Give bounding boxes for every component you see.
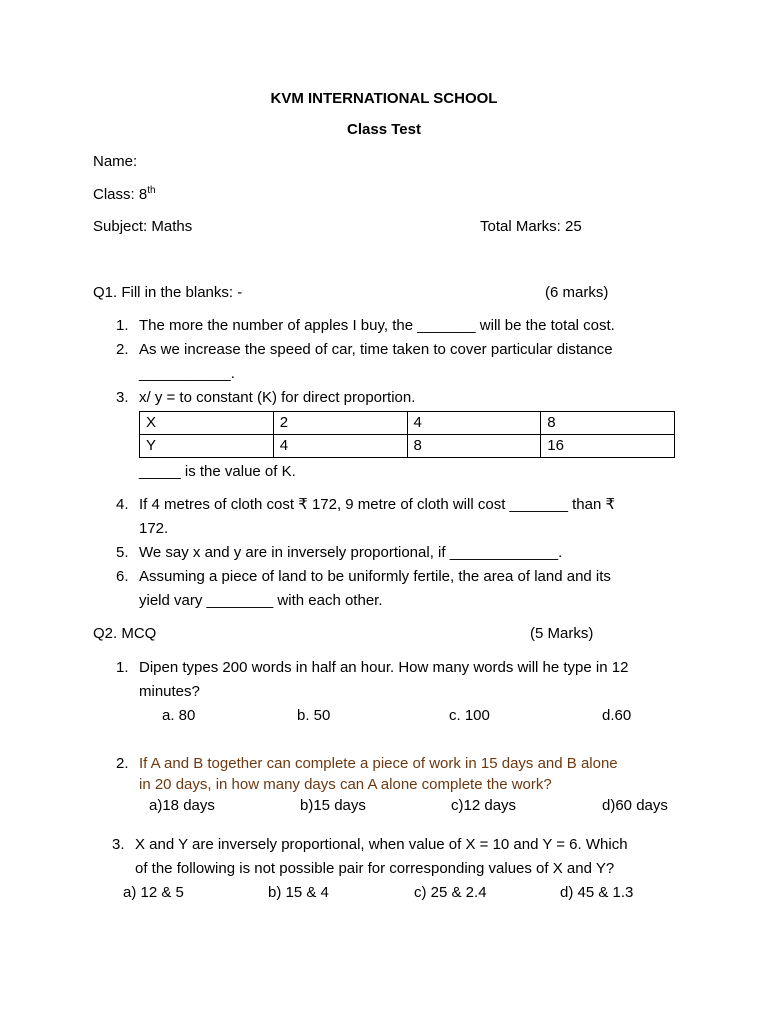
- table-cell: X: [140, 412, 274, 435]
- q1-item-4-line-2: 172.: [139, 520, 169, 537]
- proportion-table: [139, 411, 675, 458]
- q2-item-3-option-a: a) 12 & 5: [123, 884, 184, 901]
- table-row: [140, 435, 675, 458]
- q1-item-4-number: 4.: [116, 496, 129, 513]
- q2-item-1-option-d: d.60: [602, 707, 632, 724]
- table-cell: 16: [541, 435, 675, 458]
- q2-item-1-option-c: c. 100: [449, 707, 490, 724]
- q2-item-2-line-2: in 20 days, in how many days can A alone complete the work?: [139, 776, 552, 793]
- test-title: Class Test: [347, 121, 421, 138]
- q1-item-3-text: x/ y = to constant (K) for direct proportion.: [139, 389, 416, 406]
- q1-item-6-line-2: yield vary ________ with each other.: [139, 592, 383, 609]
- q2-item-1-option-b: b. 50: [297, 707, 331, 724]
- q2-item-2-option-b: b)15 days: [300, 797, 366, 814]
- school-name: KVM INTERNATIONAL SCHOOL: [270, 90, 498, 107]
- q2-item-3-line-2: of the following is not possible pair for corresponding values of X and Y?: [135, 860, 615, 877]
- table-cell: 8: [407, 435, 541, 458]
- q1-item-6-number: 6.: [116, 568, 129, 585]
- q1-item-5-text: We say x and y are in inversely proportional, if _____________.: [139, 544, 563, 561]
- q2-item-3-option-c: c) 25 & 2.4: [414, 884, 487, 901]
- q2-item-2-option-a: a)18 days: [149, 797, 215, 814]
- q2-item-1-line-1: Dipen types 200 words in half an hour. How many words will he type in 12: [139, 659, 629, 676]
- class-text: Class: 8: [93, 186, 148, 203]
- q1-item-4-line-1: If 4 metres of cloth cost ₹ 172, 9 metre of cloth will cost _______ than ₹: [139, 496, 615, 513]
- q2-marks: (5 Marks): [530, 625, 594, 642]
- q1-item-3-number: 3.: [116, 389, 129, 406]
- q1-item-2-line-2: ___________.: [139, 365, 235, 382]
- q1-item-1-text: The more the number of apples I buy, the _______ will be the total cost.: [139, 317, 615, 334]
- q2-item-3-line-1: X and Y are inversely proportional, when value of X = 10 and Y = 6. Which: [135, 836, 628, 853]
- table-cell: Y: [140, 435, 274, 458]
- q2-item-3-option-b: b) 15 & 4: [268, 884, 329, 901]
- q2-item-1-option-a: a. 80: [162, 707, 196, 724]
- q1-item-2-line-1: As we increase the speed of car, time taken to cover particular distance: [139, 341, 613, 358]
- q1-item-5-number: 5.: [116, 544, 129, 561]
- q1-item-6-line-1: Assuming a piece of land to be uniformly fertile, the area of land and its: [139, 568, 611, 585]
- q1-marks: (6 marks): [545, 284, 609, 301]
- q2-item-3-number: 3.: [112, 836, 125, 853]
- subject-label: Subject: Maths: [93, 218, 193, 235]
- table-cell: 4: [273, 435, 407, 458]
- q1-item-1-number: 1.: [116, 317, 129, 334]
- table-row: [140, 412, 675, 435]
- q1-item-3-answer-line: _____ is the value of K.: [139, 463, 296, 480]
- q1-item-2-number: 2.: [116, 341, 129, 358]
- table-cell: 4: [407, 412, 541, 435]
- q2-item-2-number: 2.: [116, 755, 129, 772]
- q2-item-2-option-c: c)12 days: [451, 797, 517, 814]
- q1-title: Q1. Fill in the blanks: -: [93, 284, 243, 301]
- q2-title: Q2. MCQ: [93, 625, 157, 642]
- q2-item-2-option-d: d)60 days: [602, 797, 668, 814]
- q2-item-1-number: 1.: [116, 659, 129, 676]
- table-cell: 8: [541, 412, 675, 435]
- class-superscript: th: [147, 185, 156, 196]
- name-label: Name:: [93, 153, 138, 170]
- q2-item-3-option-d: d) 45 & 1.3: [560, 884, 634, 901]
- class-label: [93, 185, 156, 205]
- total-marks: Total Marks: 25: [480, 218, 582, 235]
- q2-item-1-line-2: minutes?: [139, 683, 200, 700]
- table-cell: 2: [273, 412, 407, 435]
- q2-item-2-line-1: If A and B together can complete a piece of work in 15 days and B alone: [139, 755, 618, 772]
